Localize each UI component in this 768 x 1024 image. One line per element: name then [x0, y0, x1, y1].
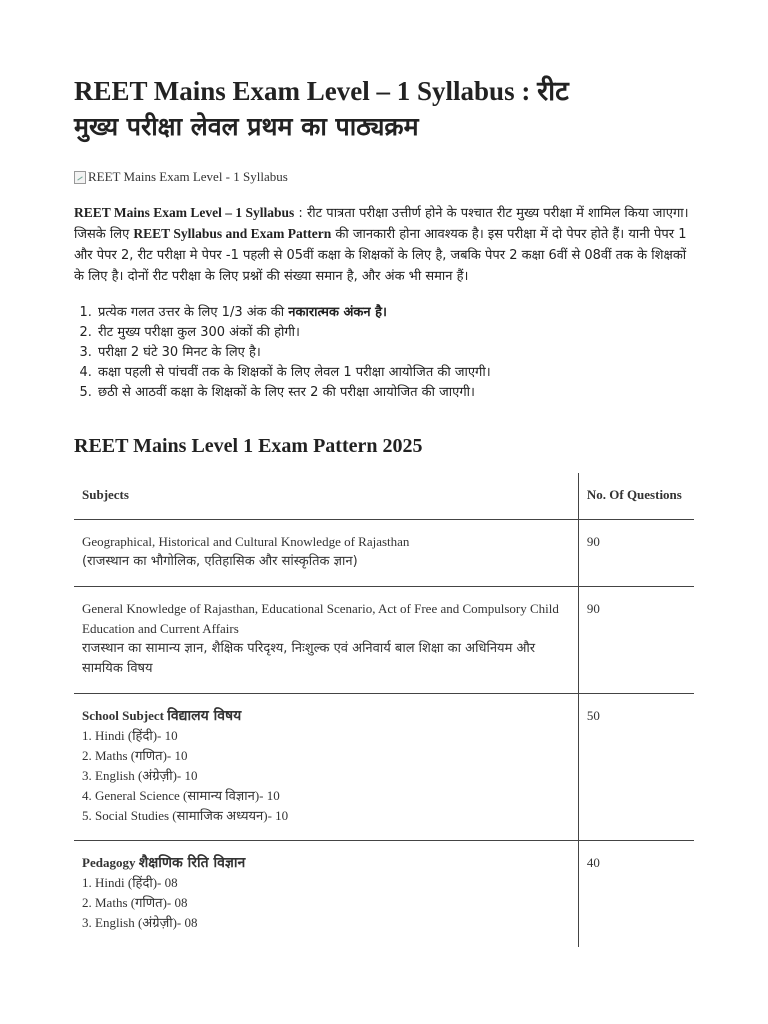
intro-text-b: की जानकारी होना आवश्यक है। इस परीक्षा में दो पेपर होते हैं। यानी पेपर 1 और पेपर 2, रीट परीक्षा मे पेपर -1 पहली से 05वीं कक्षा के शिक्षकों के लिए है, जबकि पेपर 2 कक्षा 6वीं से 08वीं तक के शिक्षकों के लिए है। दोनों रीट परीक्षा के लिए प्रश्नों की संख्या समान है, और अंक भी समान हैं।: [74, 227, 687, 284]
image-alt-text: REET Mains Exam Level - 1 Syllabus: [88, 169, 288, 184]
list-item: 1. प्रत्येक गलत उत्तर के लिए 1/3 अंक की नकारात्मक अंकन है।: [96, 303, 694, 323]
question-count: 50: [578, 694, 694, 841]
broken-image-icon: [74, 171, 86, 184]
list-item: 2. Maths (गणित)- 08: [82, 895, 188, 910]
list-item: 3. English (अंग्रेज़ी)- 08: [82, 915, 198, 930]
question-count: 90: [578, 587, 694, 694]
list-item: 5. Social Studies (सामाजिक अध्ययन)- 10: [82, 808, 289, 823]
page-title: [74, 74, 694, 144]
subject-en: General Knowledge of Rajasthan, Educational Scenario, Act of Free and Compulsory Child Education and Current Affairs: [82, 601, 559, 636]
list-item: 4. General Science (सामान्य विज्ञान)- 10: [82, 788, 280, 803]
table-row: [74, 841, 694, 948]
rules-list: [74, 303, 694, 403]
list-item: 1. Hindi (हिंदी)- 10: [82, 728, 178, 743]
subject-hi: (राजस्थान का भौगोलिक, एतिहासिक और सांस्कृतिक ज्ञान): [82, 554, 358, 569]
intro-bold-lead: REET Mains Exam Level – 1 Syllabus: [74, 205, 295, 220]
page-title-line2: मुख्य परीक्षा लेवल प्रथम का पाठ्यक्रम: [74, 112, 419, 141]
exam-pattern-table: [74, 473, 694, 947]
subject-sublist: [82, 873, 570, 933]
subject-heading: School Subject विद्यालय विषय: [82, 708, 242, 724]
list-item: 2. रीट मुख्य परीक्षा कुल 300 अंकों की होगी।: [96, 323, 694, 343]
intro-bold-mid: REET Syllabus and Exam Pattern: [133, 226, 332, 241]
intro-text-a: : रीट पात्रता परीक्षा उत्तीर्ण होने के पश्चात रीट मुख्य परीक्षा में शामिल किया जाएगा। जिसके लिए: [74, 206, 689, 242]
section-heading: REET Mains Level 1 Exam Pattern 2025: [74, 435, 423, 457]
subject-heading: Pedagogy शैक्षणिक रिति विज्ञान: [82, 855, 246, 871]
list-item: 2. Maths (गणित)- 10: [82, 748, 188, 763]
question-count: 40: [586, 855, 600, 870]
table-row: [74, 694, 694, 841]
question-count: 90: [578, 520, 694, 587]
table-row: [74, 587, 694, 694]
header-questions: No. Of Questions: [578, 473, 694, 520]
table-header-row: [74, 473, 694, 520]
subject-sublist: [82, 726, 570, 826]
list-item: 3. English (अंग्रेज़ी)- 10: [82, 768, 198, 783]
table-row: [74, 520, 694, 587]
subject-en: Geographical, Historical and Cultural Knowledge of Rajasthan: [82, 534, 410, 549]
list-item: 4. कक्षा पहली से पांचवीं तक के शिक्षकों के लिए लेवल 1 परीक्षा आयोजित की जाएगी।: [96, 363, 694, 383]
list-item: 3. परीक्षा 2 घंटे 30 मिनट के लिए है।: [96, 343, 694, 363]
intro-paragraph: [74, 203, 694, 287]
page-title-line1: REET Mains Exam Level – 1 Syllabus : रीट: [74, 76, 569, 106]
list-item: 1. Hindi (हिंदी)- 08: [82, 875, 178, 890]
list-item: 5. छठी से आठवीं कक्षा के शिक्षकों के लिए स्तर 2 की परीक्षा आयोजित की जाएगी।: [96, 383, 694, 403]
broken-image: [74, 169, 694, 185]
header-subjects: Subjects: [74, 473, 578, 520]
subject-hi: राजस्थान का सामान्य ज्ञान, शैक्षिक परिदृश्य, निःशुल्क एवं अनिवार्य बाल शिक्षा का अधिनियम और सामयिक विषय: [82, 641, 536, 676]
